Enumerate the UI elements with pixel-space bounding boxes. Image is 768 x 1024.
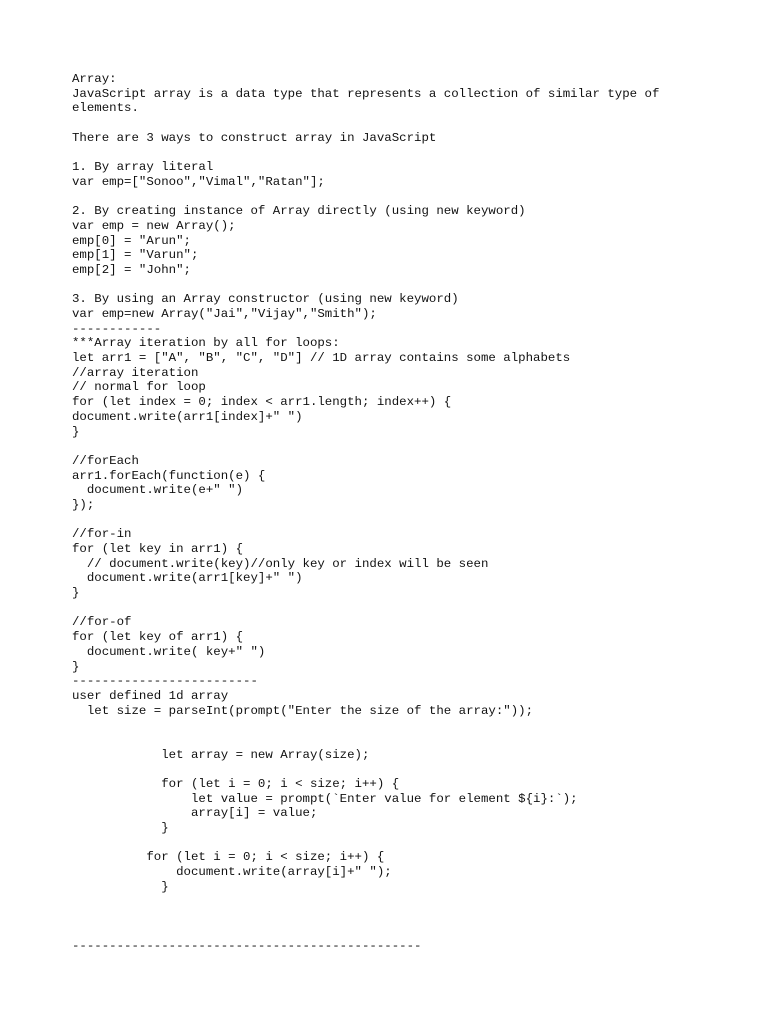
document-line: let value = prompt(`Enter value for element ${i}:`); xyxy=(72,791,578,806)
document-line: document.write(array[i]+" "); xyxy=(72,865,392,880)
document-line: arr1.forEach(function(e) { xyxy=(72,468,266,483)
document-line: user defined 1d array xyxy=(72,688,229,703)
document-line: JavaScript array is a data type that represents a collection of similar type of xyxy=(72,86,660,101)
document-line xyxy=(72,718,712,733)
document-line: // normal for loop xyxy=(72,380,206,395)
document-line: document.write(arr1[key]+" ") xyxy=(72,571,303,586)
document-line: document.write(arr1[index]+" ") xyxy=(72,409,303,424)
document-line xyxy=(72,190,712,205)
document-line xyxy=(72,924,712,939)
document-line: } xyxy=(72,659,80,674)
document-line: ------------ xyxy=(72,321,162,336)
document-line xyxy=(72,909,712,924)
document-line xyxy=(72,145,712,160)
document-line: } xyxy=(72,879,169,894)
document-line: ***Array iteration by all for loops: xyxy=(72,336,340,351)
document-line: for (let key in arr1) { xyxy=(72,542,244,556)
document-line: document.write(e+" ") xyxy=(72,483,244,498)
document-line: var emp=new Array("Jai","Vijay","Smith"); xyxy=(72,307,377,321)
document-line: } xyxy=(72,586,80,601)
document-line: //for-in xyxy=(72,527,132,542)
document-line: // document.write(key)//only key or index will be seen xyxy=(72,556,489,571)
document-line xyxy=(72,278,712,293)
document-line: 2. By creating instance of Array directly (using new keyword) xyxy=(72,204,526,219)
document-line: } xyxy=(72,424,80,439)
document-line xyxy=(72,733,712,748)
document-line xyxy=(72,513,712,528)
document-line: emp[2] = "John"; xyxy=(72,262,191,277)
document-line: //array iteration xyxy=(72,365,199,380)
document-line xyxy=(72,439,712,454)
document-line xyxy=(72,895,712,910)
document-line xyxy=(72,762,712,777)
document-line: ----------------------------------------------- xyxy=(72,938,422,953)
document-line: for (let i = 0; i < size; i++) { xyxy=(72,777,400,791)
document-line: for (let key of arr1) { xyxy=(72,630,244,645)
document-line: //for-of xyxy=(72,615,132,630)
document-line: var emp=["Sonoo","Vimal","Ratan"]; xyxy=(72,174,325,189)
document-line: There are 3 ways to construct array in JavaScript xyxy=(72,130,437,145)
document-line: for (let index = 0; index < arr1.length; index++) { xyxy=(72,395,452,410)
document-line: 1. By array literal xyxy=(72,160,214,175)
document-line: document.write( key+" ") xyxy=(72,644,266,659)
document-line xyxy=(72,601,712,616)
document-line xyxy=(72,116,712,131)
document-line: array[i] = value; xyxy=(72,806,318,821)
document-line: Array: xyxy=(72,72,117,86)
document-line: //forEach xyxy=(72,453,139,468)
document-line xyxy=(72,836,712,851)
document-line: let size = parseInt(prompt("Enter the size of the array:")); xyxy=(72,703,534,718)
document-line: for (let i = 0; i < size; i++) { xyxy=(72,850,385,865)
document-text xyxy=(72,72,712,953)
document-line: elements. xyxy=(72,101,139,116)
document-line: var emp = new Array(); xyxy=(72,218,236,233)
document-line: ------------------------- xyxy=(72,674,258,689)
document-line: 3. By using an Array constructor (using new keyword) xyxy=(72,292,459,307)
document-line: emp[1] = "Varun"; xyxy=(72,248,199,263)
document-line: }); xyxy=(72,497,95,512)
document-line: let array = new Array(size); xyxy=(72,747,370,762)
document-line: } xyxy=(72,821,169,836)
document-line: let arr1 = ["A", "B", "C", "D"] // 1D array contains some alphabets xyxy=(72,351,571,366)
document-line: emp[0] = "Arun"; xyxy=(72,233,191,248)
